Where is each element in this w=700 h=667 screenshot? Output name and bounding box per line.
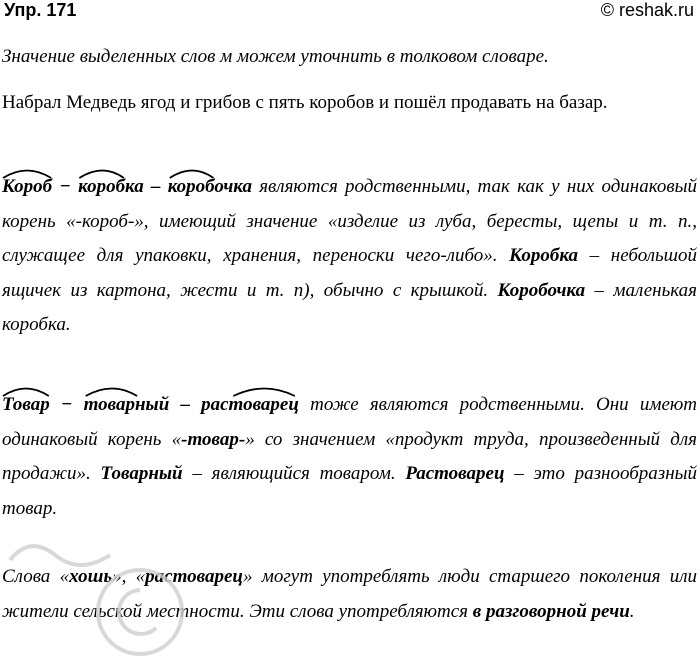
word-korobochka: коробочка	[167, 176, 252, 197]
root-arc-icon	[84, 385, 170, 397]
text: являются родственными, так как у них одинаковый корень «-короб-», имеющий значение «изделие из луба, бересты, щепы и т. п., служащее для упаковки, хранения, переноски чего-либо».	[2, 176, 698, 266]
root-arc-icon	[201, 385, 299, 397]
root-arc-word	[2, 170, 52, 205]
dash: –	[169, 394, 202, 415]
paragraph-tovar	[2, 388, 697, 526]
text: » со значением «продукт труда, произведенный для продажи».	[2, 428, 697, 484]
text: », «	[112, 566, 146, 587]
root-arc-word	[168, 170, 252, 205]
root-arc-word	[2, 388, 50, 423]
word-tovarny: товарный	[83, 394, 170, 415]
root-arc-word	[78, 170, 144, 205]
text: – маленькая коробка.	[2, 279, 697, 335]
text: тоже являются родственными. Они имеют одинаковый корень «	[2, 394, 698, 450]
bold-term: Растоварец	[405, 463, 505, 484]
word-korobka: коробка	[78, 176, 144, 197]
text: Слова «	[2, 566, 70, 587]
root-arc-icon	[168, 167, 252, 179]
word-tovar: Товар	[2, 394, 50, 415]
root-arc-icon	[2, 385, 50, 397]
text: – это разнообразный товар.	[2, 463, 697, 519]
root-arc-icon	[2, 167, 52, 179]
bold-term: Коробочка	[497, 279, 586, 301]
root-arc-icon	[78, 167, 144, 179]
text: » могут употреблять люди старшего поколения или жители сельской местности. Эти слова употребляются	[2, 566, 698, 622]
paragraph-korob	[2, 170, 697, 343]
text: .	[629, 600, 635, 622]
exercise-sentence: Набрал Медведь ягод и грибов с пять коробов и пошёл продавать на базар.	[2, 92, 608, 113]
intro-text: Значение выделенных слов м можем уточнить в толковом словаре.	[2, 46, 549, 67]
dash: −	[52, 176, 79, 197]
word-rastovarets: растоварец	[201, 394, 299, 415]
bold-term: -товар-	[181, 428, 246, 450]
bold-term: в разговорной речи	[472, 600, 630, 622]
copyright[interactable]: © reshak.ru	[600, 0, 694, 20]
text: – являющийся товаром.	[182, 463, 406, 484]
dash: −	[49, 394, 84, 415]
root-arc-word	[201, 388, 299, 423]
exercise-title: Упр. 171	[4, 0, 77, 20]
bold-term: Коробка	[509, 245, 578, 266]
paragraph-colloquial	[2, 560, 697, 629]
dash: –	[143, 176, 168, 197]
word-korob: Короб	[2, 176, 53, 197]
text: – небольшой ящичек из картона, жести и т. п), обычно с крышкой.	[2, 245, 698, 301]
bold-term: хошь	[69, 566, 113, 587]
bold-term: растоварец	[145, 566, 243, 587]
root-arc-word	[84, 388, 170, 423]
header	[4, 0, 694, 26]
bold-term: Товарный	[100, 463, 183, 484]
